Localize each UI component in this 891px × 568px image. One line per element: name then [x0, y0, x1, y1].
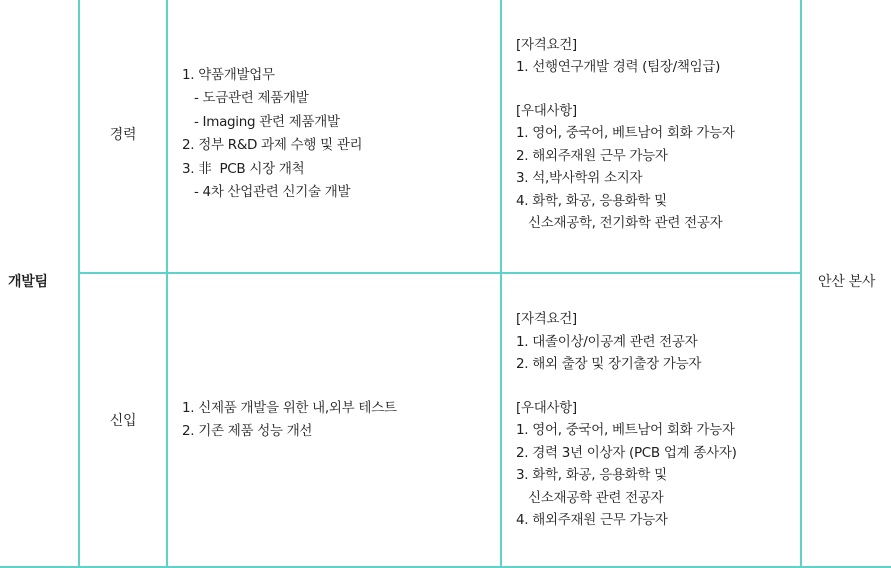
type-cell-new-grad: 신입: [79, 273, 167, 567]
preferred-line: 1. 영어, 중국어, 베트남어 회화 가능자: [516, 125, 735, 141]
duty-line: 2. 기존 제품 성능 개선: [182, 423, 313, 439]
duty-line: - 도금관련 제품개발: [182, 90, 309, 106]
duties-cell-new-grad: [167, 273, 501, 567]
preferred-line: 신소재공학 관련 전공자: [516, 489, 664, 506]
requirements-heading: [자격요건]: [516, 311, 577, 328]
duties-cell-experienced: [167, 0, 501, 273]
table-row-new-grad: [0, 273, 891, 567]
team-cell: 개발팀: [0, 0, 79, 567]
preferred-line: 신소재공학, 전기화학 관련 전공자: [516, 215, 723, 231]
duty-line: 1. 약품개발업무: [182, 66, 275, 83]
duty-line: - Imaging 관련 제품개발: [182, 113, 340, 130]
preferred-line: 2. 경력 3년 이상자 (PCB 업계 종사자): [516, 444, 737, 461]
duty-line: 3. 非 PCB 시장 개척: [182, 160, 305, 177]
qualifications-cell-experienced: [501, 0, 801, 273]
preferred-heading: [우대사항]: [516, 102, 577, 119]
requirement-line: 1. 대졸이상/이공계 관련 전공자: [516, 333, 698, 350]
requirements-heading: [자격요건]: [516, 36, 577, 53]
table-row-experienced: [0, 0, 891, 273]
duty-line: - 4차 산업관련 신기술 개발: [182, 184, 351, 200]
requirement-line: 1. 선행연구개발 경력 (팀장/책임급): [516, 59, 721, 75]
preferred-heading: [우대사항]: [516, 399, 577, 416]
preferred-line: 4. 화학, 화공, 응용화학 및: [516, 192, 667, 209]
duty-line: 2. 정부 R&D 과제 수행 및 관리: [182, 137, 363, 153]
type-cell-experienced: 경력: [79, 0, 167, 273]
location-cell: 안산 본사: [801, 0, 891, 567]
requirement-line: 2. 해외 출장 및 장기출장 가능자: [516, 356, 702, 373]
preferred-line: 3. 화학, 화공, 응용화학 및: [516, 467, 667, 484]
qualifications-cell-new-grad: [501, 273, 801, 567]
duty-line: 1. 신제품 개발을 위한 내,외부 테스트: [182, 399, 397, 416]
preferred-line: 4. 해외주재원 근무 가능자: [516, 512, 668, 529]
preferred-line: 1. 영어, 중국어, 베트남어 회화 가능자: [516, 422, 735, 439]
preferred-line: 3. 석,박사학위 소지자: [516, 170, 643, 186]
preferred-line: 2. 해외주재원 근무 가능자: [516, 147, 668, 164]
